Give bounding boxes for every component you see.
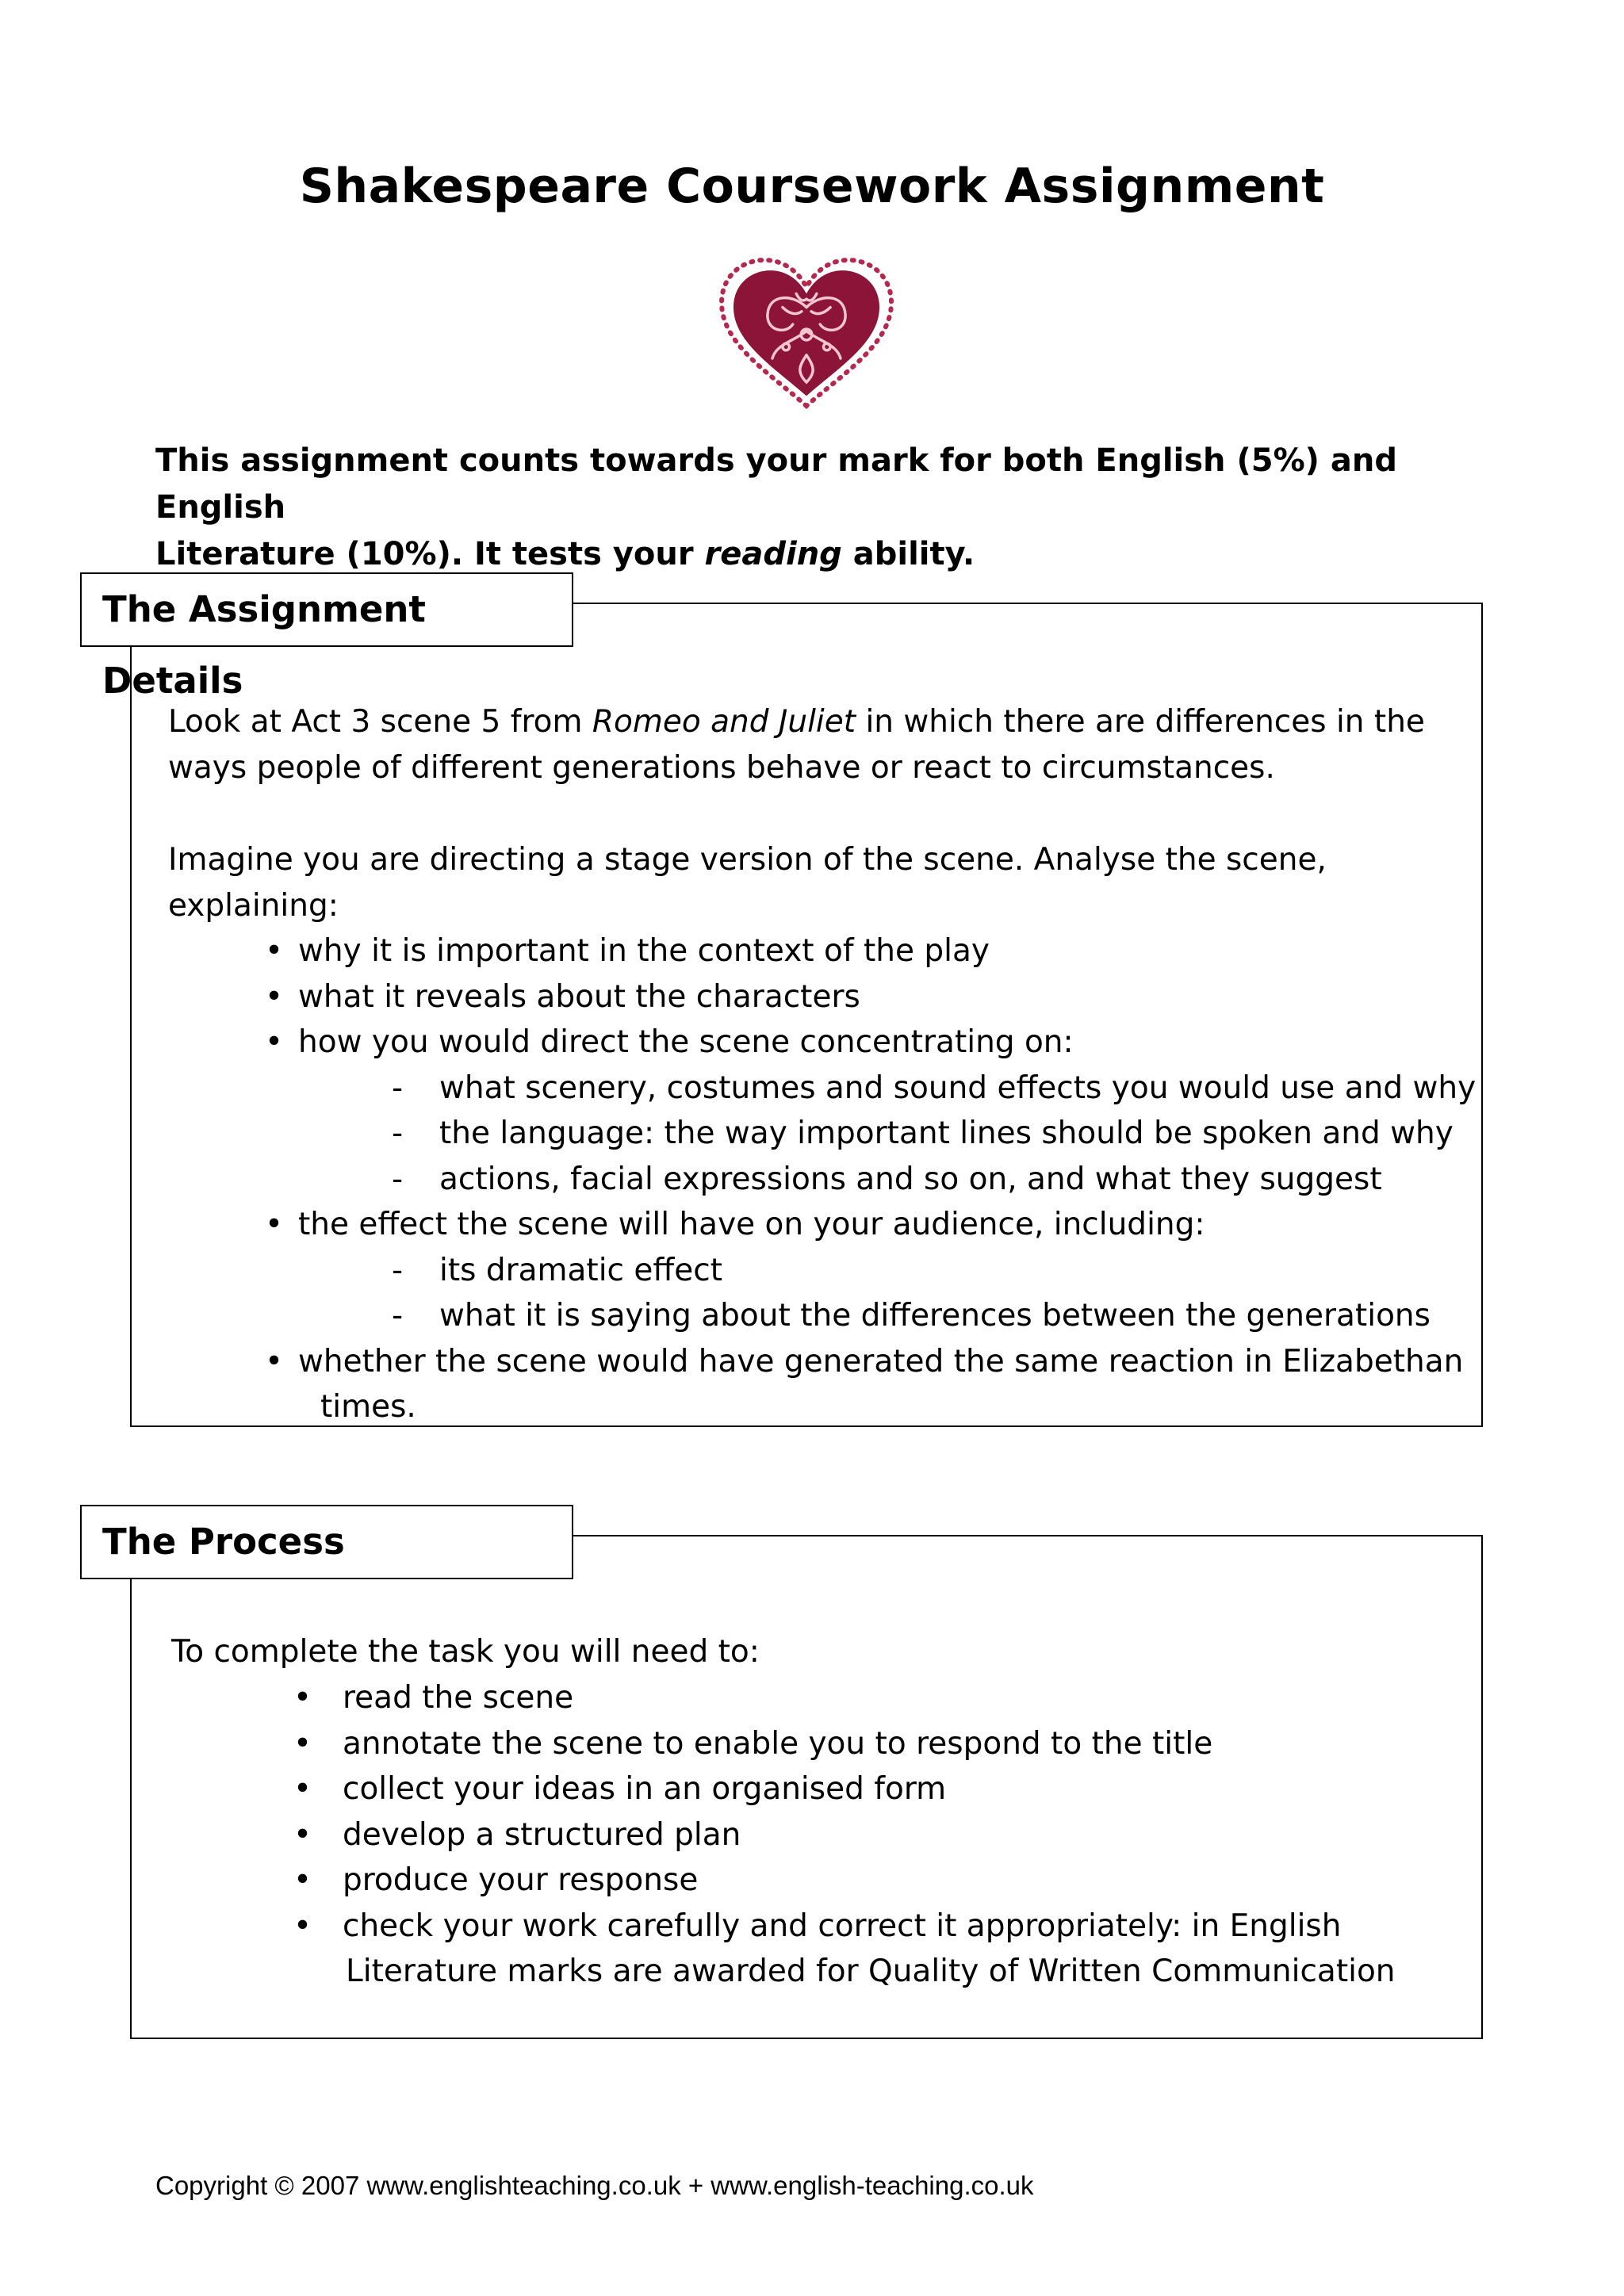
bullet-icon: •: [293, 1816, 312, 1853]
list-item: • annotate the scene to enable you to respond to the title: [293, 1721, 1475, 1767]
dash-icon: -: [392, 1252, 404, 1288]
intro-paragraph: [155, 438, 1503, 578]
list-item: • how you would direct the scene concentrating on:: [265, 1020, 1486, 1066]
list-subitem: - actions, facial expressions and so on, and what they suggest: [392, 1157, 1486, 1203]
list-item: • collect your ideas in an organised form: [293, 1766, 1475, 1812]
intro-emphasis: reading: [704, 536, 842, 572]
details-paragraph-2: Imagine you are directing a stage version of the scene. Analyse the scene, explaining:: [168, 842, 1327, 924]
intro-line-1: This assignment counts towards your mark for both English (5%) and English: [155, 442, 1397, 526]
play-title: Romeo and Juliet: [592, 704, 856, 740]
bullet-icon: •: [265, 1343, 284, 1380]
list-item: • check your work carefully and correct it appropriately: in English: [293, 1904, 1475, 1950]
list-item: • why it is important in the context of the play: [265, 928, 1486, 974]
details-section-heading: The Assignment Details: [80, 572, 573, 647]
bullet-icon: •: [265, 1207, 284, 1242]
bullet-icon: •: [293, 1680, 312, 1716]
bullet-icon: •: [293, 1725, 312, 1762]
bullet-icon: •: [293, 1908, 312, 1944]
intro-line-2: [155, 531, 1503, 578]
bullet-icon: •: [265, 933, 284, 969]
list-item: • the effect the scene will have on your audience, including:: [265, 1202, 1486, 1248]
list-item: • develop a structured plan: [293, 1812, 1475, 1858]
list-item: • read the scene: [293, 1675, 1475, 1721]
list-subitem: - what scenery, costumes and sound effects you would use and why: [392, 1066, 1486, 1112]
heart-icon: [715, 255, 898, 411]
list-item: • what it reveals about the characters: [265, 974, 1486, 1020]
list-item: • produce your response: [293, 1858, 1475, 1904]
dash-icon: -: [392, 1298, 404, 1334]
intro-text-end: ability.: [841, 536, 975, 572]
details-bullet-list: [265, 928, 1486, 1430]
dash-icon: -: [392, 1161, 404, 1197]
list-item-continuation: Literature marks are awarded for Quality of Written Communication: [346, 1954, 1396, 1989]
dash-icon: -: [392, 1115, 404, 1151]
list-item: • whether the scene would have generated the same reaction in Elizabethan: [265, 1339, 1486, 1385]
bullet-icon: •: [265, 978, 284, 1015]
process-bullet-list: [293, 1675, 1475, 1995]
list-item-continuation: times.: [320, 1389, 416, 1425]
process-intro: To complete the task you will need to:: [171, 1634, 760, 1670]
copyright-footer: Copyright © 2007 www.englishteaching.co.uk + www.english-teaching.co.uk: [155, 2171, 1034, 2200]
list-subitem: - what it is saying about the differences between the generations: [392, 1293, 1486, 1339]
dash-icon: -: [392, 1070, 404, 1106]
list-subitem: - its dramatic effect: [392, 1248, 1486, 1294]
bullet-icon: •: [293, 1771, 312, 1807]
bullet-icon: •: [265, 1024, 284, 1060]
bullet-icon: •: [293, 1862, 312, 1898]
page-title: Shakespeare Coursework Assignment: [299, 159, 1325, 214]
process-section-heading: The Process: [80, 1505, 573, 1579]
intro-text: Literature (10%). It tests your: [155, 536, 705, 572]
details-paragraph-1: Look at Act 3 scene 5 from Romeo and Juliet in which there are differences in the ways people of different generations behave or react to circumstances.: [168, 704, 1425, 786]
list-subitem: - the language: the way important lines should be spoken and why: [392, 1111, 1486, 1157]
